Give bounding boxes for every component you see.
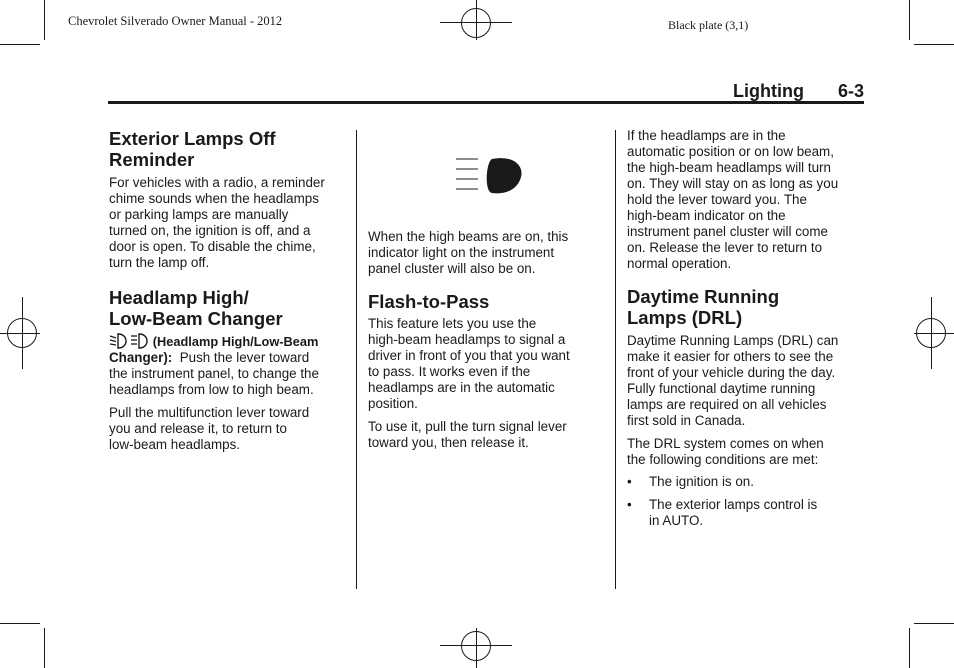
- paragraph-line: automatic position or on low beam,: [627, 144, 834, 159]
- crop-mark: [909, 0, 910, 40]
- heading-exterior-lamps: Exterior Lamps Off Reminder: [109, 128, 276, 170]
- manual-title: Chevrolet Silverado Owner Manual - 2012: [68, 14, 283, 28]
- page-number: 6-3: [838, 81, 865, 101]
- heading-headlamp-changer-line1: Headlamp High/: [109, 287, 249, 308]
- bullet-text: in AUTO.: [649, 513, 704, 528]
- column-1: [109, 128, 349, 453]
- paragraph-line: turned on, the ignition is off, and a: [109, 223, 311, 238]
- paragraph-line: panel cluster will also be on.: [368, 261, 536, 276]
- paragraph-line: headlamps from low to high beam.: [109, 382, 314, 397]
- paragraph-line: to pass. It works even if the: [368, 364, 531, 379]
- paragraph-line: chime sounds when the headlamps: [109, 191, 319, 206]
- paragraph-line: the high-beam headlamps will turn: [627, 160, 831, 175]
- heading-drl-line2: Lamps (DRL): [627, 307, 743, 328]
- paragraph-line: front of your vehicle during the day.: [627, 365, 836, 380]
- plate-label: Black plate (3,1): [668, 18, 749, 32]
- paragraph-line: the instrument panel, to change the: [109, 366, 319, 381]
- paragraph-line: or parking lamps are manually: [109, 207, 289, 222]
- column-divider: [356, 130, 357, 589]
- paragraph-line: Daytime Running Lamps (DRL) can: [627, 333, 839, 348]
- changer-label-line: [109, 333, 349, 350]
- crop-mark: [44, 0, 45, 40]
- crop-mark: [914, 623, 954, 624]
- paragraph-line: high-beam indicator on the: [627, 208, 786, 223]
- crop-mark: [914, 44, 954, 45]
- headlamp-high-low-icon: [109, 333, 149, 349]
- paragraph-line: For vehicles with a radio, a reminder: [109, 175, 325, 190]
- paragraph-line: Push the lever toward: [179, 350, 310, 365]
- paragraph-line: low-beam headlamps.: [109, 437, 240, 452]
- paragraph-line: headlamps are in the automatic: [368, 380, 555, 395]
- paragraph-line: you and release it, to return to: [109, 421, 287, 436]
- paragraph-line: The DRL system comes on when: [627, 436, 824, 451]
- paragraph-line: first sold in Canada.: [627, 413, 746, 428]
- heading-drl-line1: Daytime Running: [627, 286, 780, 307]
- paragraph-line: Pull the multifunction lever toward: [109, 405, 310, 420]
- bullet-text: The exterior lamps control is: [649, 497, 818, 512]
- list-item: [627, 497, 867, 529]
- paragraph-line: the following conditions are met:: [627, 452, 819, 467]
- paragraph-line: hold the lever toward you. The: [627, 192, 807, 207]
- paragraph-line: If the headlamps are in the: [627, 128, 786, 143]
- list-item: [627, 474, 867, 490]
- column-3: [627, 128, 867, 529]
- high-beam-indicator-icon: [454, 156, 524, 196]
- paragraph-line: driver in front of you that you want: [368, 348, 570, 363]
- section-title: Lighting: [733, 81, 804, 101]
- bullet: •: [627, 474, 632, 489]
- paragraph-line: door is open. To disable the chime,: [109, 239, 316, 254]
- bullet: •: [627, 497, 632, 512]
- heading-flash-to-pass: Flash-to-Pass: [368, 291, 490, 312]
- crop-mark: [0, 44, 40, 45]
- paragraph-line: position.: [368, 396, 418, 411]
- heading-headlamp-changer-line2: Low-Beam Changer: [109, 308, 283, 329]
- crop-mark: [909, 628, 910, 668]
- paragraph-line: normal operation.: [627, 256, 732, 271]
- paragraph-line: on. They will stay on as long as you: [627, 176, 839, 191]
- paragraph-line: high-beam headlamps to signal a: [368, 332, 566, 347]
- changer-label-bold: Changer):: [109, 350, 173, 365]
- paragraph-line: When the high beams are on, this: [368, 229, 569, 244]
- paragraph-line: This feature lets you use the: [368, 316, 537, 331]
- paragraph-line: turn the lamp off.: [109, 255, 210, 270]
- paragraph-line: lamps are required on all vehicles: [627, 397, 827, 412]
- paragraph-line: To use it, pull the turn signal lever: [368, 419, 567, 434]
- paragraph-line: make it easier for others to see the: [627, 349, 834, 364]
- paragraph-line: Fully functional daytime running: [627, 381, 816, 396]
- column-divider: [615, 130, 616, 589]
- paragraph-line: indicator light on the instrument: [368, 245, 555, 260]
- paragraph-line: on. Release the lever to return to: [627, 240, 823, 255]
- header-rule: [108, 101, 864, 104]
- column-2: [368, 229, 608, 451]
- paragraph-line: instrument panel cluster will come: [627, 224, 828, 239]
- crop-mark: [44, 628, 45, 668]
- crop-mark: [0, 623, 40, 624]
- changer-line-2: [109, 350, 349, 366]
- changer-label-bold: (Headlamp High/Low-Beam: [152, 334, 319, 349]
- bullet-text: The ignition is on.: [649, 474, 754, 489]
- paragraph-line: toward you, then release it.: [368, 435, 529, 450]
